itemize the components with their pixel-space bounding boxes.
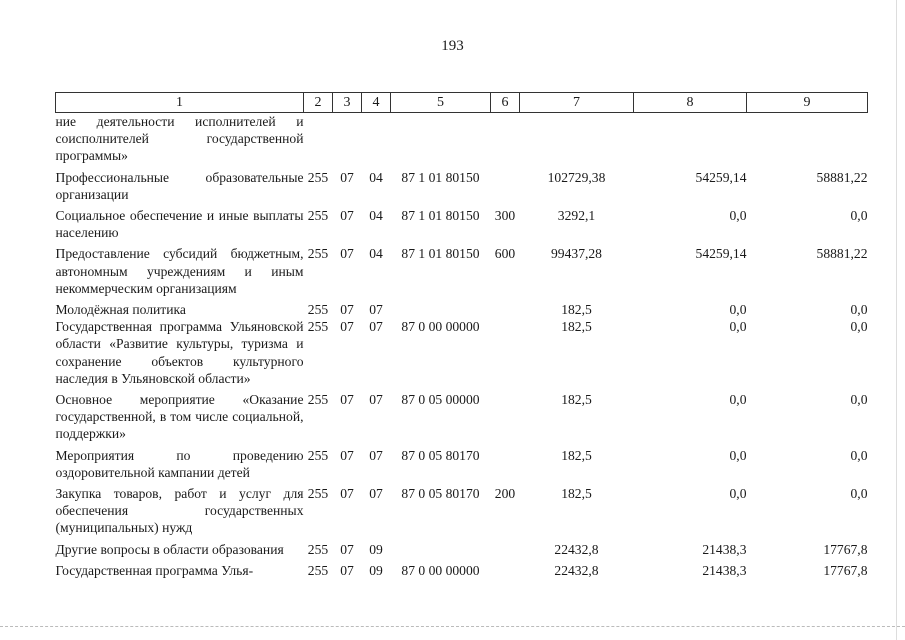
row-name: Государственная программа Улья-: [55, 562, 254, 578]
row-name: Основное мероприятие «Оказание государственной, в том числе социальной, поддержки»: [55, 392, 304, 442]
row-col-9: 0,0: [850, 208, 868, 224]
row-col-9: 0,0: [850, 447, 868, 463]
row-name: Молодёжная политика: [55, 302, 186, 318]
header-col-7: 7: [520, 93, 634, 113]
header-col-5: 5: [391, 93, 491, 113]
row-col-6: [491, 169, 520, 207]
row-col-4: 07: [369, 302, 383, 318]
row-col-9: 0,0: [850, 486, 868, 502]
row-col-6: [491, 113, 520, 169]
row-col-7: 182,5: [561, 486, 592, 502]
row-col-6: 200: [494, 486, 516, 502]
budget-table: [55, 92, 868, 579]
row-col-2: 255: [307, 392, 329, 408]
row-col-3: 07: [340, 246, 354, 262]
row-name: Другие вопросы в области образования: [55, 541, 284, 557]
table-row: [56, 318, 868, 391]
row-col-2: 255: [307, 447, 329, 463]
header-col-9: 9: [747, 93, 868, 113]
row-col-5: [391, 301, 491, 318]
row-col-9: 58881,22: [816, 246, 868, 262]
row-col-4: 07: [369, 447, 383, 463]
row-col-3: 07: [340, 486, 354, 502]
row-col-7: 182,5: [561, 447, 592, 463]
row-col-3: 07: [340, 169, 354, 185]
row-col-5: [391, 541, 491, 562]
row-col-7: 99437,28: [551, 246, 602, 262]
row-col-7: 102729,38: [547, 169, 606, 185]
row-col-8: 54259,14: [695, 169, 747, 185]
header-col-4: 4: [362, 93, 391, 113]
row-col-9: 17767,8: [823, 541, 868, 557]
table-row: [56, 447, 868, 485]
row-col-7: [520, 113, 634, 169]
table-row: [56, 485, 868, 541]
row-name: ние деятельности исполнителей и соисполнителей государственной программы»: [55, 114, 304, 164]
row-col-6: [491, 391, 520, 447]
row-col-2: 255: [307, 486, 329, 502]
row-col-8: 0,0: [729, 486, 747, 502]
row-col-4: 04: [369, 208, 383, 224]
row-col-5: 87 1 01 80150: [401, 208, 480, 224]
row-name: Закупка товаров, работ и услуг для обеспечения государственных (муниципальных) нужд: [55, 486, 304, 536]
row-col-6: [491, 301, 520, 318]
row-name: Профессиональные образовательные организации: [55, 169, 304, 202]
row-col-5: 87 0 05 80170: [401, 486, 480, 502]
row-name: Государственная программа Ульяновской области «Развитие культуры, туризма и сохранение объектов культурного наследия в Ульяновской области»: [55, 319, 304, 386]
row-col-4: 09: [369, 541, 383, 557]
row-col-8: 21438,3: [702, 562, 747, 578]
row-col-3: 07: [340, 447, 354, 463]
row-col-5: 87 1 01 80150: [401, 246, 480, 262]
row-col-4: 04: [369, 246, 383, 262]
row-col-4: 07: [369, 486, 383, 502]
row-col-6: [491, 562, 520, 579]
table-row: [56, 207, 868, 245]
row-col-6: [491, 447, 520, 485]
row-col-4: 04: [369, 169, 383, 185]
row-col-3: 07: [340, 319, 354, 335]
row-col-5: 87 0 05 80170: [401, 447, 480, 463]
row-col-2: 255: [307, 562, 329, 578]
row-col-6: 600: [494, 246, 516, 262]
table-row: [56, 301, 868, 318]
page-number: 193: [441, 38, 464, 54]
row-col-2: 255: [307, 319, 329, 335]
row-col-3: 07: [340, 208, 354, 224]
table-row: [56, 169, 868, 207]
row-col-5: [391, 113, 491, 169]
row-col-9: [747, 113, 868, 169]
row-col-2: 255: [307, 246, 329, 262]
row-col-5: 87 0 05 00000: [401, 392, 480, 408]
row-col-4: [362, 113, 391, 169]
row-col-7: 182,5: [561, 392, 592, 408]
row-col-3: 07: [340, 562, 354, 578]
row-col-9: 0,0: [850, 392, 868, 408]
row-col-3: 07: [340, 541, 354, 557]
header-col-2: 2: [304, 93, 333, 113]
table-row: [56, 562, 868, 579]
row-col-7: 3292,1: [557, 208, 596, 224]
row-col-7: 182,5: [561, 302, 592, 318]
scan-edge: [896, 0, 905, 640]
row-col-4: 09: [369, 562, 383, 578]
row-col-5: 87 0 00 00000: [401, 562, 480, 578]
row-col-4: 07: [369, 319, 383, 335]
table-row: [56, 113, 868, 169]
row-col-7: 22432,8: [554, 562, 599, 578]
table-row: [56, 541, 868, 562]
row-col-8: 21438,3: [702, 541, 747, 557]
row-col-9: 17767,8: [823, 562, 868, 578]
row-col-6: 300: [494, 208, 516, 224]
header-row: [56, 93, 868, 113]
scan-bottom-edge: [0, 626, 905, 633]
row-col-6: [491, 318, 520, 391]
row-col-8: 0,0: [729, 447, 747, 463]
row-name: Мероприятия по проведению оздоровительной кампании детей: [55, 447, 304, 480]
row-col-2: 255: [307, 541, 329, 557]
row-col-2: 255: [307, 302, 329, 318]
row-col-8: 0,0: [729, 392, 747, 408]
row-col-5: 87 1 01 80150: [401, 169, 480, 185]
row-col-2: 255: [307, 169, 329, 185]
row-col-2: [304, 113, 333, 169]
row-name: Социальное обеспечение и иные выплаты населению: [55, 208, 304, 241]
row-col-9: 0,0: [850, 319, 868, 335]
row-col-8: [634, 113, 747, 169]
row-col-7: 182,5: [561, 319, 592, 335]
row-col-6: [491, 541, 520, 562]
table-row: [56, 245, 868, 301]
row-col-4: 07: [369, 392, 383, 408]
row-col-8: 0,0: [729, 208, 747, 224]
row-col-3: 07: [340, 302, 354, 318]
row-col-2: 255: [307, 208, 329, 224]
row-col-7: 22432,8: [554, 541, 599, 557]
table-row: [56, 391, 868, 447]
row-col-3: 07: [340, 392, 354, 408]
row-col-9: 0,0: [850, 302, 868, 318]
header-col-1: 1: [56, 93, 304, 113]
row-col-8: 54259,14: [695, 246, 747, 262]
row-col-9: 58881,22: [816, 169, 868, 185]
row-col-5: 87 0 00 00000: [401, 319, 480, 335]
budget-table-wrapper: [55, 92, 867, 579]
header-col-8: 8: [634, 93, 747, 113]
row-col-3: [333, 113, 362, 169]
row-name: Предоставление субсидий бюджетным, автономным учреждениям и иным некоммерческим организациям: [55, 246, 304, 296]
row-col-8: 0,0: [729, 319, 747, 335]
row-col-8: 0,0: [729, 302, 747, 318]
header-col-3: 3: [333, 93, 362, 113]
header-col-6: 6: [491, 93, 520, 113]
